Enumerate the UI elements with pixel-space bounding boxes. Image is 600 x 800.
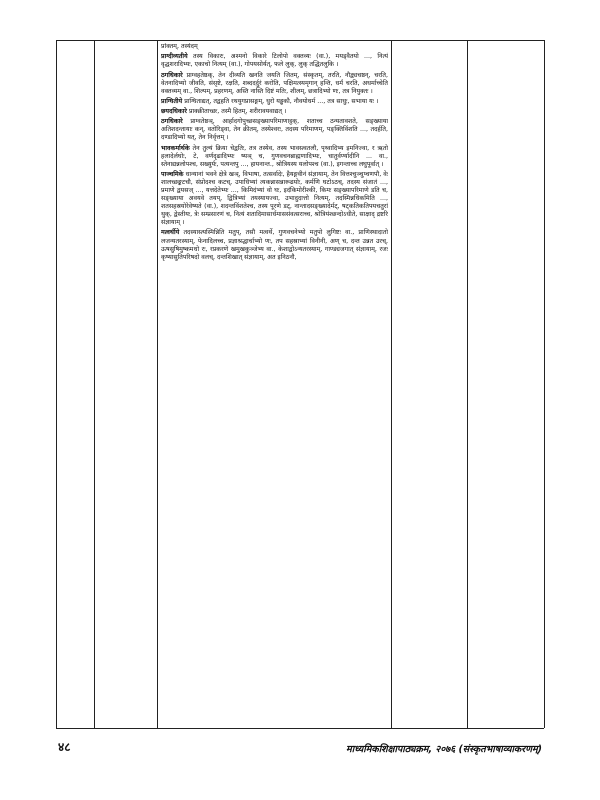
table-bottom-border [56,728,544,729]
page-number: ४८ [58,740,71,754]
syllabus-entry [161,229,388,261]
table-column-border [157,40,158,728]
entry-text: प्राग्वहतेष्ठक्, तेन दीव्यति खनति जयति जितम्, संस्कृतम्, तरति, नौद्व्यचष्ठन्, चरति, वेतनादिभ्यो जीवति, संसृष्टे, रक्षति, शब्ददर्दुरं करोति, पक्षिमत्स्यमृगान् हन्ति, धर्मं चरति, अधर्माच्चेति वक्तव्यम् वा., शिल्पम्, प्रहरणम्, अस्ति नास्ति दिष्टं मतिः, शीलम्, छत्रादिभ्यो णः, तत्र नियुक्तः । [161,71,388,95]
entry-term: भावकर्मार्थके [161,144,190,152]
syllabus-entry [161,145,388,169]
syllabus-entry [161,171,388,227]
entry-text: प्रोक्तम्, तस्येदम् [161,43,198,50]
syllabus-entry [161,72,388,96]
syllabus-entry [161,53,388,69]
table-top-border [56,40,544,41]
entry-term: ठगधिकारे [161,71,183,79]
entry-text: प्राक्क्रीताच्छः, तस्मै हितम्, शरीरावयवाद्यत् । [186,108,287,116]
syllabus-entry [161,43,388,51]
syllabus-entry [161,118,388,142]
entry-text: तस्य विकारः, अश्मनो विकारे टिलोपो वक्तव्यः (वा.), मयड्वैतयो ..., नित्यं वृद्धशरादिभ्यः, एकाचो नित्यम् (वा.), गोपयसोर्यत्, फले लुक्, लुक् तद्धितलुकि । [161,53,388,69]
entry-text: तदस्यास्त्यस्मिन्निति मतुप्, तसौ मत्वर्थे, गुणवचनेभ्यो मतुपो लुगिष्टः वा., प्राणिस्थादातो लजन्यतरस्याम्, फेनादिलच्च, प्रज्ञाश्रद्धार्चाभ्यो णः, तप सहस्राभ्यां विनीनी, अण् च, दन्त उन्नत उरच्, ऊषसुषिमुष्कमधो रः, रप्रकरणे खमुखकुञ्जेभ्य वा., केशाद्वोऽन्यतरस्याम्, गाण्ड्यजगात् संज्ञायाम्, रजः कृष्यासुतिपरिषदो वलच्, दन्तशिखात् संज्ञायाम्, अत इनिठनौ, [161,229,388,261]
entry-text: प्राग्वतेष्ठञ्, आर्हादगोपुच्छसङ्ख्यापरिमाणाट्ठक्, शताच्च ठन्यतावशते, सङ्ख्याया अतिशदन्तायाः कन्, वतोरिड्वा, तेन क्रीतम्, तस्येश्वरः, तदस्य परिमाणम्, पङ्क्तिविंशति ..., तदर्हति, दण्डादिभ्यो यत्, तेन निर्वृत्तम् । [161,118,388,142]
running-title: माध्यमिकशिक्षापाठ्यक्रम, २०७६ (संस्कृतभाषाव्याकरणम्) [346,744,542,755]
table-column-border [544,40,545,728]
entry-term: छयदधिकारे [161,108,187,116]
table-column-border [56,40,57,728]
entry-term: प्राग्दीव्यतीये [161,53,188,61]
entry-text: तेन तुल्यं क्रिया चेद्वतिः, तत्र तस्येव, तस्य भावस्त्वतलौ, पृथ्वादिभ्य इमनिज्वा, र ऋतो हलादेर्लघोः, टे, वर्णदृढादिभ्यः ष्यञ् च, गुणवचनब्राह्मणादिभ्यः, चातुर्वर्ण्यादीनि ... वा., स्तेनाद्यन्नलोपश्च, सख्युर्यः, पत्यन्तपु ..., हायनान्त., श्रोत्रियस्य यलोपश्च (वा.), इगन्ताच्च लघुपूर्वात् । [161,144,388,168]
syllabus-entry [161,108,388,116]
table-column-border [391,40,392,728]
entry-text: प्राग्घिताद्यत्, तद्वहति रथयुगप्रासङ्गम्, धुरो यड्ढकौ, नौवयोधर्म ..., तत्र साधुः, सभाया यः । [182,97,379,105]
entry-term: प्राग्घितीये [161,97,183,105]
table-column-border [467,40,468,728]
syllabus-entry [161,98,388,106]
syllabus-content-cell [161,43,388,726]
entry-term: मत्वर्थीये [161,229,180,237]
entry-term: पाञ्चमिके [161,170,184,178]
entry-text: धान्यानां भवने क्षेत्रे खञ्, विभाषा, तत्सर्वादेः, हैयङ्गवीनं संज्ञायाम्, तेन वित्तश्चुञ्चुप्चणपौ, वेः शालच्छङ्कटचौ, संप्रोदश्च कटच्, उपाधिभ्यां त्यकन्नासन्नारूढयोः, कर्मणि घटोऽठच्, तदस्य संजातं ..., प्रमाणे द्वयसज् ..., यत्तदेतेभ्यः ..., किमिदंभ्यां वो घः, इदंकिमोरीश्की, किमः सङ्ख्यापरिमाणे डति च, सङ्ख्याया अवयवे तयप्, द्वित्रिभ्यां तयस्यायज्वा, उभादुदात्तो नित्यम्, तदस्मिन्नधिकमिति ..., शतसहस्रयोरेवेष्यते (वा.), शदन्तविंशतेश्च, तस्य पूरणे डट्, नान्तादसङ्ख्यादेर्मट्, षट्कतिकतिपयचतुरां थुक्, द्वेस्तीयः, त्रेः सम्प्रसारणं च, नित्यं शतादिमासार्धमाससंवत्सराच्च, श्रोत्रियंश्छन्दोऽधीते, साक्षाद् द्रष्टरि संज्ञायाम् । [161,170,388,227]
table-column-border [94,40,95,728]
entry-term: ठगधिकारे [161,118,183,126]
